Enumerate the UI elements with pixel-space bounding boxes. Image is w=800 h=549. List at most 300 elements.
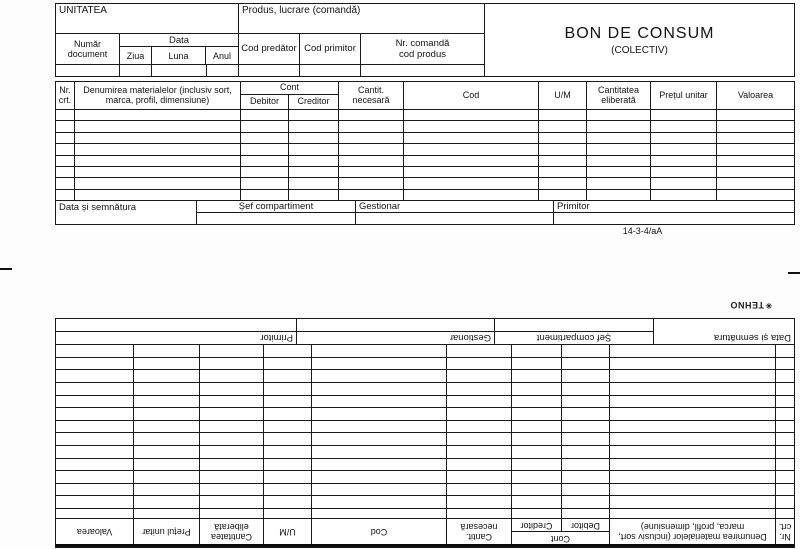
table-cell <box>609 496 775 508</box>
table-cell <box>561 358 609 370</box>
table-cell <box>241 133 289 143</box>
table-cell <box>289 178 339 188</box>
table-cell <box>404 110 539 120</box>
table-cell <box>56 144 75 154</box>
table-cell <box>133 484 199 496</box>
table-cell <box>511 459 561 471</box>
table-row <box>56 484 794 497</box>
table-cell <box>56 484 133 496</box>
nr-comanda-field <box>361 34 484 64</box>
table-row <box>56 370 794 383</box>
table-cell <box>241 156 289 166</box>
col-denumirea: Denumirea materialelor (inclusiv sort, marca, profil, dimensiune) <box>75 82 241 109</box>
table-cell <box>587 144 651 154</box>
table-cell <box>717 167 794 177</box>
table-cell <box>775 484 794 496</box>
table-cell <box>56 383 133 395</box>
table-cell <box>75 167 241 177</box>
table-cell <box>587 178 651 188</box>
table-cell <box>609 408 775 420</box>
table-cell <box>289 167 339 177</box>
table-cell <box>609 396 775 408</box>
table-cell <box>263 421 311 433</box>
table-cell <box>587 110 651 120</box>
table-row <box>56 143 794 154</box>
table-cell <box>311 408 446 420</box>
table-cell <box>609 509 775 518</box>
table-cell <box>199 408 263 420</box>
table-cell <box>56 121 75 131</box>
table-cell <box>775 408 794 420</box>
col-nr-crt: Nr. crt. <box>56 82 75 109</box>
table-cell <box>133 408 199 420</box>
table-cell <box>133 421 199 433</box>
table-cell <box>446 446 511 458</box>
table-row <box>56 110 794 120</box>
table-cell <box>561 496 609 508</box>
table-cell <box>446 396 511 408</box>
table-cell <box>339 178 404 188</box>
table-cell <box>609 433 775 445</box>
signature-blank-row <box>56 319 653 331</box>
table-cell <box>133 370 199 382</box>
header-spacer-row <box>56 65 484 76</box>
table-cell <box>446 496 511 508</box>
materials-table-header <box>56 82 794 110</box>
table-cell <box>587 156 651 166</box>
table-cell <box>133 459 199 471</box>
table-cell <box>241 178 289 188</box>
table-row <box>56 408 794 421</box>
table-cell <box>446 383 511 395</box>
unitatea-field: UNITATEA <box>56 4 239 33</box>
bon-de-consum-form <box>55 3 795 224</box>
thick-border-bar <box>56 544 794 547</box>
table-cell <box>775 383 794 395</box>
table-cell <box>404 133 539 143</box>
table-cell <box>339 167 404 177</box>
col-cantit-necesara: Cantit. necesară <box>339 82 404 109</box>
table-cell <box>199 446 263 458</box>
table-cell <box>199 396 263 408</box>
table-cell <box>56 358 133 370</box>
table-cell <box>511 484 561 496</box>
col-cont: Cont <box>512 531 609 544</box>
signature-strip <box>55 201 795 225</box>
table-row <box>56 189 794 200</box>
cut-mark-right <box>788 272 800 274</box>
table-cell <box>263 496 311 508</box>
col-valoarea: Valoarea <box>76 527 113 538</box>
table-cell <box>133 383 199 395</box>
table-cell <box>311 433 446 445</box>
col-pretul-unitar: Prețul unitar <box>133 519 199 544</box>
table-cell <box>404 190 539 200</box>
table-cell <box>56 421 133 433</box>
table-cell <box>56 156 75 166</box>
table-cell <box>199 370 263 382</box>
table-row <box>56 433 794 446</box>
table-cell <box>609 345 775 357</box>
data-semnatura-cell: Data și semnătura <box>653 319 794 344</box>
table-cell <box>561 345 609 357</box>
table-cell <box>539 133 587 143</box>
cut-mark-left <box>0 268 12 270</box>
col-um: U/M <box>263 519 311 544</box>
table-row <box>56 120 794 131</box>
table-cell <box>404 167 539 177</box>
table-cell <box>511 496 561 508</box>
table-cell <box>511 471 561 483</box>
form-title: BON DE CONSUM <box>564 24 715 42</box>
table-body <box>56 345 794 508</box>
table-cell <box>199 484 263 496</box>
table-cell <box>75 133 241 143</box>
table-cell <box>56 167 75 177</box>
table-cell <box>446 471 511 483</box>
table-cell <box>56 496 133 508</box>
table-cell <box>404 178 539 188</box>
table-cell <box>263 484 311 496</box>
table-cell <box>511 446 561 458</box>
col-cantitatea-eliberata: Cantitatea eliberată <box>199 519 263 544</box>
ziua-field: Ziua <box>120 47 152 64</box>
table-body <box>56 110 794 200</box>
table-cell <box>263 433 311 445</box>
table-cell <box>446 484 511 496</box>
table-cell <box>263 383 311 395</box>
col-creditor: Creditor <box>520 520 553 531</box>
table-cell <box>56 471 133 483</box>
table-cell <box>717 133 794 143</box>
table-cell <box>199 345 263 357</box>
table-cell <box>561 370 609 382</box>
table-cell <box>75 121 241 131</box>
table-cell <box>609 358 775 370</box>
cod-predator-field: Cod predător <box>239 34 300 64</box>
table-cell <box>263 358 311 370</box>
table-cell <box>561 396 609 408</box>
table-cell <box>56 133 75 143</box>
table-cell <box>339 144 404 154</box>
table-cell <box>241 110 289 120</box>
table-cell <box>539 110 587 120</box>
table-cell <box>775 509 794 518</box>
table-cell <box>561 383 609 395</box>
table-cell <box>511 345 561 357</box>
table-cell <box>311 345 446 357</box>
data-label: Data <box>120 34 238 47</box>
table-cell <box>511 408 561 420</box>
table-cell <box>56 459 133 471</box>
table-cell <box>511 421 561 433</box>
table-cell <box>263 509 311 518</box>
produs-lucrare-field: Produs, lucrare (comandă) <box>242 5 361 16</box>
table-row <box>56 166 794 177</box>
col-creditor: Creditor <box>297 96 330 107</box>
table-cell <box>539 167 587 177</box>
table-cell <box>775 446 794 458</box>
sef-compartiment-cell: Șef compartiment <box>494 332 653 344</box>
table-cell <box>241 144 289 154</box>
table-cell <box>609 421 775 433</box>
table-cell <box>56 509 133 518</box>
col-pretul-unitar: Prețul unitar <box>651 82 717 109</box>
table-cell <box>717 190 794 200</box>
col-cantitatea-eliberata: Cantitatea eliberată <box>587 82 651 109</box>
table-cell <box>539 178 587 188</box>
table-cell <box>133 345 199 357</box>
table-cell <box>289 190 339 200</box>
table-cell <box>404 121 539 131</box>
table-cell <box>56 433 133 445</box>
signature-strip <box>56 319 794 345</box>
table-cell <box>775 471 794 483</box>
col-nr-crt: Nr. crt. <box>775 519 794 544</box>
table-cell <box>587 121 651 131</box>
table-row <box>56 177 794 188</box>
table-cell <box>511 509 561 518</box>
bon-de-consum-continuation-rotated <box>55 318 795 548</box>
table-cell <box>263 370 311 382</box>
col-cod: Cod <box>404 82 539 109</box>
table-cell <box>133 396 199 408</box>
gestionar-cell: Gestionar <box>296 332 494 344</box>
table-cell <box>717 156 794 166</box>
table-cell <box>651 167 717 177</box>
table-cell <box>199 433 263 445</box>
table-cell <box>56 178 75 188</box>
table-cell <box>311 358 446 370</box>
table-cell <box>446 358 511 370</box>
table-cell <box>446 421 511 433</box>
col-um: U/M <box>539 82 587 109</box>
brand-name: TEHNO <box>730 300 764 311</box>
table-cell <box>446 370 511 382</box>
table-cell <box>75 190 241 200</box>
col-cont: Cont <box>241 82 338 95</box>
table-cell <box>775 459 794 471</box>
table-cell <box>446 433 511 445</box>
col-debitor: Debitor <box>241 95 289 109</box>
table-cell <box>133 509 199 518</box>
table-cell <box>775 396 794 408</box>
table-cell <box>339 121 404 131</box>
table-cell <box>263 408 311 420</box>
table-spacer-row <box>56 508 794 518</box>
table-cell <box>311 509 446 518</box>
table-cell <box>609 446 775 458</box>
form-title-box <box>484 4 794 76</box>
table-cell <box>561 459 609 471</box>
primitor-cell: Primitor <box>260 332 293 344</box>
table-cell <box>561 433 609 445</box>
col-cantit-necesara: Cantit. necesară <box>446 519 511 544</box>
table-cell <box>651 110 717 120</box>
table-cell <box>775 345 794 357</box>
numar-document-field: Număr document <box>56 34 120 64</box>
materials-table <box>55 81 795 201</box>
table-cell <box>263 459 311 471</box>
table-cell <box>511 433 561 445</box>
table-row <box>56 345 794 358</box>
table-cell <box>75 156 241 166</box>
table-cell <box>311 496 446 508</box>
table-cell <box>651 156 717 166</box>
table-cell <box>609 484 775 496</box>
table-cell <box>199 421 263 433</box>
table-cell <box>75 178 241 188</box>
table-cell <box>56 345 133 357</box>
table-cell <box>775 358 794 370</box>
table-cell <box>339 190 404 200</box>
table-cell <box>311 396 446 408</box>
primitor-cell: Primitor <box>557 201 590 212</box>
table-cell <box>587 167 651 177</box>
table-cell <box>311 370 446 382</box>
table-cell <box>241 190 289 200</box>
table-cell <box>561 421 609 433</box>
data-field-group <box>120 34 239 64</box>
table-cell <box>56 446 133 458</box>
table-cell <box>539 144 587 154</box>
form-header-band <box>55 3 795 77</box>
col-valoarea: Valoarea <box>737 89 774 100</box>
table-cell <box>263 471 311 483</box>
col-cont-group <box>241 82 339 109</box>
gestionar-cell: Gestionar <box>356 201 554 212</box>
table-cell <box>511 370 561 382</box>
table-cell <box>651 190 717 200</box>
table-cell <box>289 133 339 143</box>
table-cell <box>56 190 75 200</box>
signature-blank-row <box>197 213 794 224</box>
table-cell <box>199 496 263 508</box>
table-cell <box>561 509 609 518</box>
table-row <box>56 509 794 518</box>
data-semnatura-cell: Data și semnătura <box>56 201 197 224</box>
nr-comanda-line2: cod produs <box>398 49 446 60</box>
table-cell <box>199 358 263 370</box>
table-cell <box>199 471 263 483</box>
luna-field: Luna <box>152 47 206 64</box>
table-cell <box>133 446 199 458</box>
table-cell <box>511 383 561 395</box>
col-cont-group <box>511 519 609 544</box>
table-cell <box>56 396 133 408</box>
table-cell <box>311 383 446 395</box>
table-cell <box>609 383 775 395</box>
table-cell <box>511 396 561 408</box>
cod-primitor-field: Cod primitor <box>300 34 361 64</box>
table-cell <box>539 156 587 166</box>
table-cell <box>775 433 794 445</box>
table-cell <box>133 496 199 508</box>
table-row <box>56 471 794 484</box>
table-cell <box>775 496 794 508</box>
form-code: 14-3-4/aA <box>622 226 663 236</box>
table-cell <box>561 446 609 458</box>
table-cell <box>289 156 339 166</box>
table-row <box>56 496 794 508</box>
table-cell <box>404 156 539 166</box>
table-cell <box>199 459 263 471</box>
table-cell <box>561 471 609 483</box>
table-row <box>56 459 794 472</box>
table-cell <box>56 110 75 120</box>
table-cell <box>775 421 794 433</box>
table-cell <box>263 446 311 458</box>
table-cell <box>609 370 775 382</box>
table-cell <box>199 509 263 518</box>
table-row <box>56 446 794 459</box>
table-cell <box>311 446 446 458</box>
table-cell <box>651 144 717 154</box>
table-cell <box>241 121 289 131</box>
table-cell <box>446 459 511 471</box>
table-row <box>56 383 794 396</box>
table-cell <box>511 358 561 370</box>
table-cell <box>339 156 404 166</box>
table-row <box>56 421 794 434</box>
star-icon: ✳ <box>765 301 773 310</box>
table-cell <box>75 110 241 120</box>
table-cell <box>199 383 263 395</box>
table-row <box>56 396 794 409</box>
table-cell <box>404 144 539 154</box>
col-cod: Cod <box>311 519 446 544</box>
table-cell <box>289 144 339 154</box>
table-cell <box>587 133 651 143</box>
table-cell <box>339 133 404 143</box>
table-cell <box>609 471 775 483</box>
table-cell <box>587 190 651 200</box>
table-cell <box>56 408 133 420</box>
table-cell <box>289 121 339 131</box>
table-cell <box>311 471 446 483</box>
nr-comanda-line1: Nr. comandă <box>395 37 450 49</box>
printer-brand-logo <box>730 299 796 312</box>
sef-compartiment-cell: Șef compartiment <box>197 201 356 212</box>
table-cell <box>133 433 199 445</box>
table-cell <box>263 345 311 357</box>
table-cell <box>651 178 717 188</box>
table-cell <box>651 133 717 143</box>
table-cell <box>609 459 775 471</box>
table-cell <box>75 144 241 154</box>
table-cell <box>263 396 311 408</box>
materials-table-header <box>56 518 794 544</box>
table-cell <box>775 370 794 382</box>
table-cell <box>717 110 794 120</box>
table-cell <box>311 459 446 471</box>
table-row <box>56 358 794 371</box>
table-cell <box>446 509 511 518</box>
table-cell <box>539 190 587 200</box>
form-subtitle: (COLECTIV) <box>611 44 668 56</box>
table-cell <box>289 110 339 120</box>
table-cell <box>133 358 199 370</box>
col-debitor: Debitor <box>561 519 609 531</box>
table-cell <box>133 471 199 483</box>
table-row <box>56 132 794 143</box>
table-cell <box>311 421 446 433</box>
table-cell <box>717 144 794 154</box>
anul-field: Anul <box>212 50 231 61</box>
col-denumirea: Denumirea materialelor (inclusiv sort, marca, profil, dimensiune) <box>609 519 775 544</box>
table-cell <box>339 110 404 120</box>
table-cell <box>56 370 133 382</box>
